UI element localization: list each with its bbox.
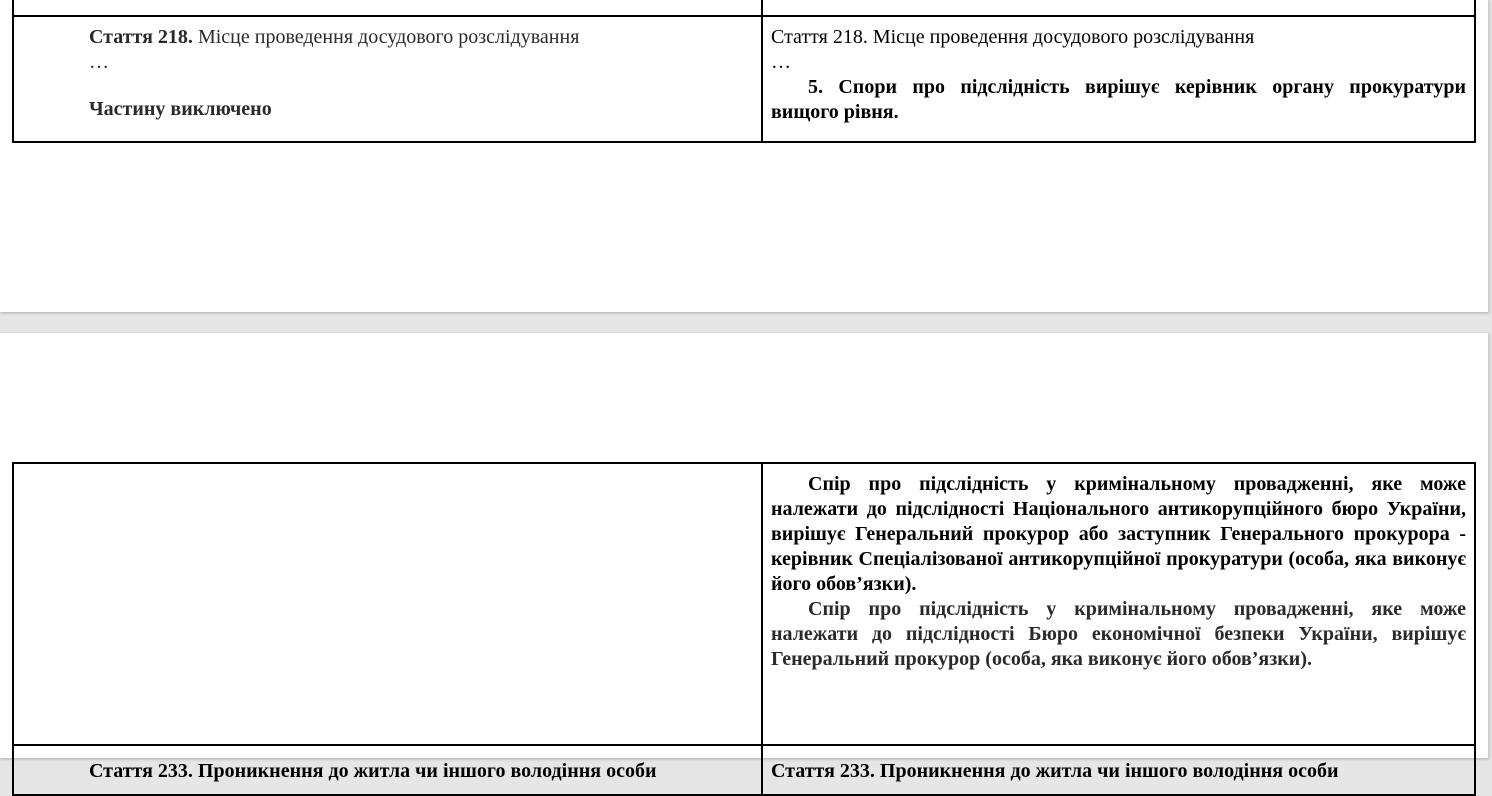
ellipsis: … [89, 51, 109, 73]
dispute-jurisdiction-cell [762, 463, 1475, 745]
table-row-article-233 [13, 745, 1475, 795]
article-218-left-title [89, 25, 753, 50]
table-cell-left-empty [13, 463, 762, 745]
article-233-proposed-cell [762, 745, 1475, 795]
article-233-left-title: Стаття 233. Проникнення до житла чи іншого володіння особи [89, 760, 657, 782]
article-number: Стаття 218. [89, 26, 193, 48]
table-row-article-218 [13, 16, 1475, 142]
article-218-right-title: Стаття 218. Місце проведення досудового розслідування [771, 26, 1255, 48]
table-row-anti-corruption [13, 463, 1475, 745]
article-218-current-cell [13, 16, 762, 142]
comparison-table-page-2 [12, 462, 1476, 796]
nabu-jurisdiction-paragraph: Спір про підслідність у кримінальному провадженні, яке може належати до підслідності Національного антикорупційного бюро України, вирішує Генеральний прокурор або заступник Генерального прокурора - керівник Спеціалізованої антикорупційної прокуратури (особа, яка виконує його обов’язки). [771, 473, 1466, 595]
article-233-right-title: Стаття 233. Проникнення до житла чи іншого володіння особи [771, 760, 1339, 782]
table-row-previous [13, 0, 1475, 16]
comparison-table-page-1 [12, 0, 1476, 143]
part-excluded-note: Частину виключено [89, 98, 272, 120]
document-page-1 [0, 0, 1489, 312]
document-page-2 [0, 333, 1489, 782]
article-heading: Місце проведення досудового розслідування [192, 26, 580, 48]
article-218-part-5: 5. Спори про підслідність вирішує керівник органу прокуратури вищого рівня. [771, 76, 1466, 123]
article-233-current-cell [13, 745, 762, 795]
bureau-economic-security-paragraph: Спір про підслідність у кримінальному провадженні, яке може належати до підслідності Бюро економічної безпеки України, вирішує Генеральний прокурор (особа, яка виконує його обов’язки). [771, 598, 1466, 670]
article-218-proposed-cell [762, 16, 1475, 142]
table-cell-right [762, 0, 1475, 16]
table-cell-left [13, 0, 762, 16]
ellipsis: … [771, 51, 791, 73]
